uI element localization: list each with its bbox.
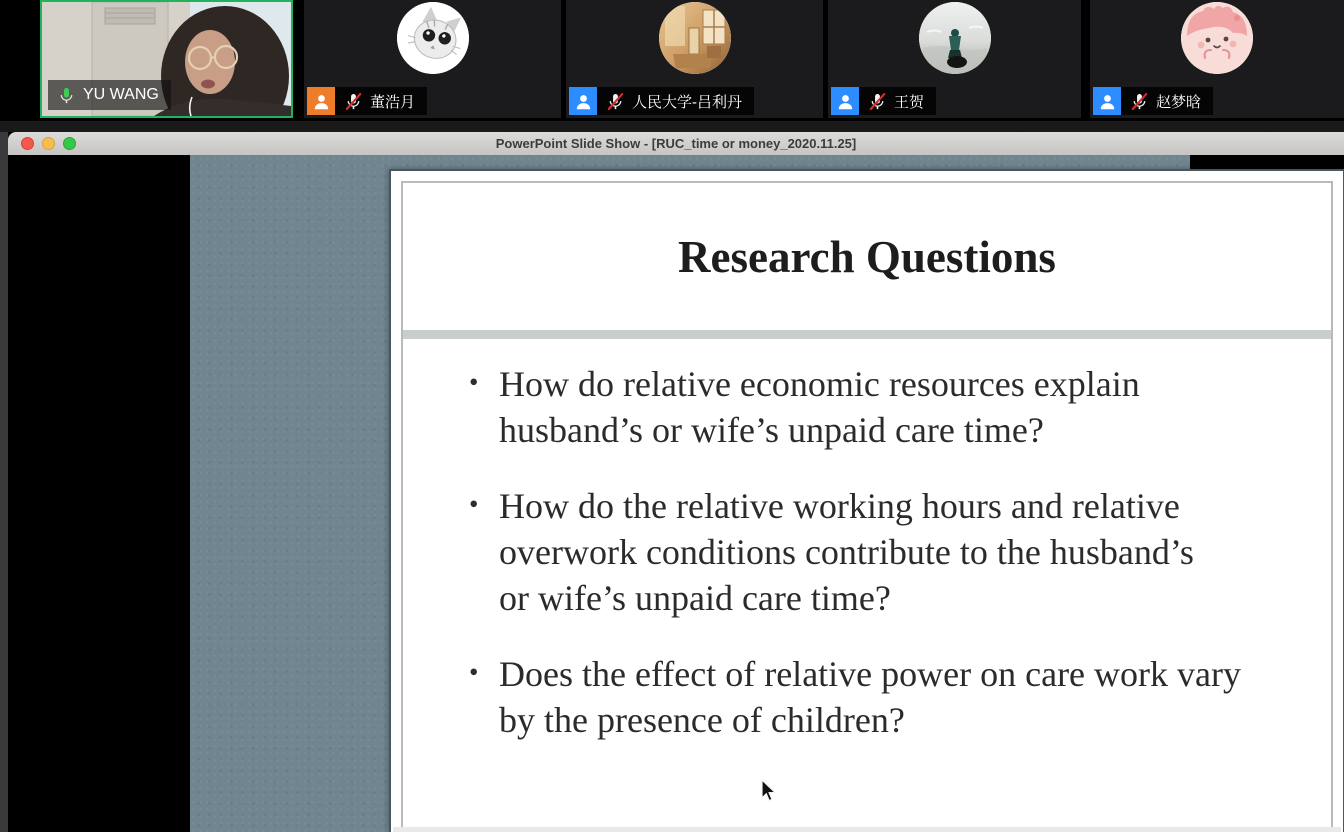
room-photo (659, 2, 731, 74)
avatar-placeholder-icon (1093, 87, 1121, 115)
participant-nameplate (1093, 87, 1213, 115)
desktop-edge (0, 132, 8, 832)
window-titlebar[interactable] (8, 132, 1344, 156)
participant-tile-wanghe[interactable] (828, 0, 1081, 118)
bullet-marker: • (469, 657, 479, 687)
bullet-item (469, 483, 1293, 621)
avatar-placeholder-icon (831, 87, 859, 115)
person-icon (574, 92, 593, 111)
person-icon (1098, 92, 1117, 111)
slideshow-content (8, 155, 1344, 832)
letterbox-left (8, 155, 190, 832)
slide-canvas[interactable] (389, 169, 1344, 832)
pink-cartoon-avatar (1181, 2, 1253, 74)
participant-tile-zhaomenghan[interactable] (1090, 0, 1344, 118)
participant-name: 赵梦晗 (1156, 93, 1202, 111)
room-photo-avatar (659, 2, 731, 74)
zoom-video-strip (0, 0, 1344, 121)
participant-tile-yu-wang[interactable] (40, 0, 293, 118)
bullet-item (469, 651, 1293, 743)
bullet-marker: • (469, 489, 479, 519)
participant-nameplate (569, 87, 754, 115)
bullet-line: by the presence of children? (499, 700, 905, 740)
title-divider (403, 330, 1331, 339)
bullet-line: How do the relative working hours and relative (499, 486, 1180, 526)
sea-photo (919, 2, 991, 74)
avatar-placeholder-icon (307, 87, 335, 115)
bullet-line: or wife’s unpaid care time? (499, 578, 891, 618)
slide-bottom-strip (393, 827, 1341, 832)
participant-tile-donghaoyue[interactable] (304, 0, 561, 118)
mic-active-icon (57, 86, 76, 105)
participant-name: YU WANG (83, 86, 159, 103)
pink-character (1181, 2, 1253, 74)
mic-muted-icon (606, 92, 625, 111)
bullet-line: How do relative economic resources explain (499, 364, 1140, 404)
bullet-item (469, 361, 1293, 453)
cat-avatar (397, 2, 469, 74)
participant-nameplate (307, 87, 427, 115)
window-title: PowerPoint Slide Show - [RUC_time or money_2020.11.25] (495, 136, 857, 151)
slide-title: Research Questions (678, 232, 1056, 282)
person-icon (312, 92, 331, 111)
bullet-line: overwork conditions contribute to the husband’s (499, 532, 1194, 572)
participant-nameplate (48, 80, 171, 110)
participant-tile-lvlidan[interactable] (566, 0, 823, 118)
participant-name: 董浩月 (370, 93, 416, 111)
bullet-line: husband’s or wife’s unpaid care time? (499, 410, 1044, 450)
cat-sketch-icon (397, 2, 469, 74)
avatar-placeholder-icon (569, 87, 597, 115)
person-icon (836, 92, 855, 111)
mic-muted-icon (868, 92, 887, 111)
mic-muted-icon (1130, 92, 1149, 111)
strip-window-gap (0, 121, 1344, 132)
slide-background-mat (190, 155, 1241, 832)
mic-muted-icon (344, 92, 363, 111)
bullet-marker: • (469, 367, 479, 397)
participant-name: 人民大学-吕利丹 (632, 93, 742, 111)
sea-photo-avatar (919, 2, 991, 74)
bullet-line: Does the effect of relative power on care work vary (499, 654, 1241, 694)
bullet-list (469, 361, 1293, 773)
participant-name: 王贺 (894, 93, 925, 111)
participant-nameplate (831, 87, 936, 115)
